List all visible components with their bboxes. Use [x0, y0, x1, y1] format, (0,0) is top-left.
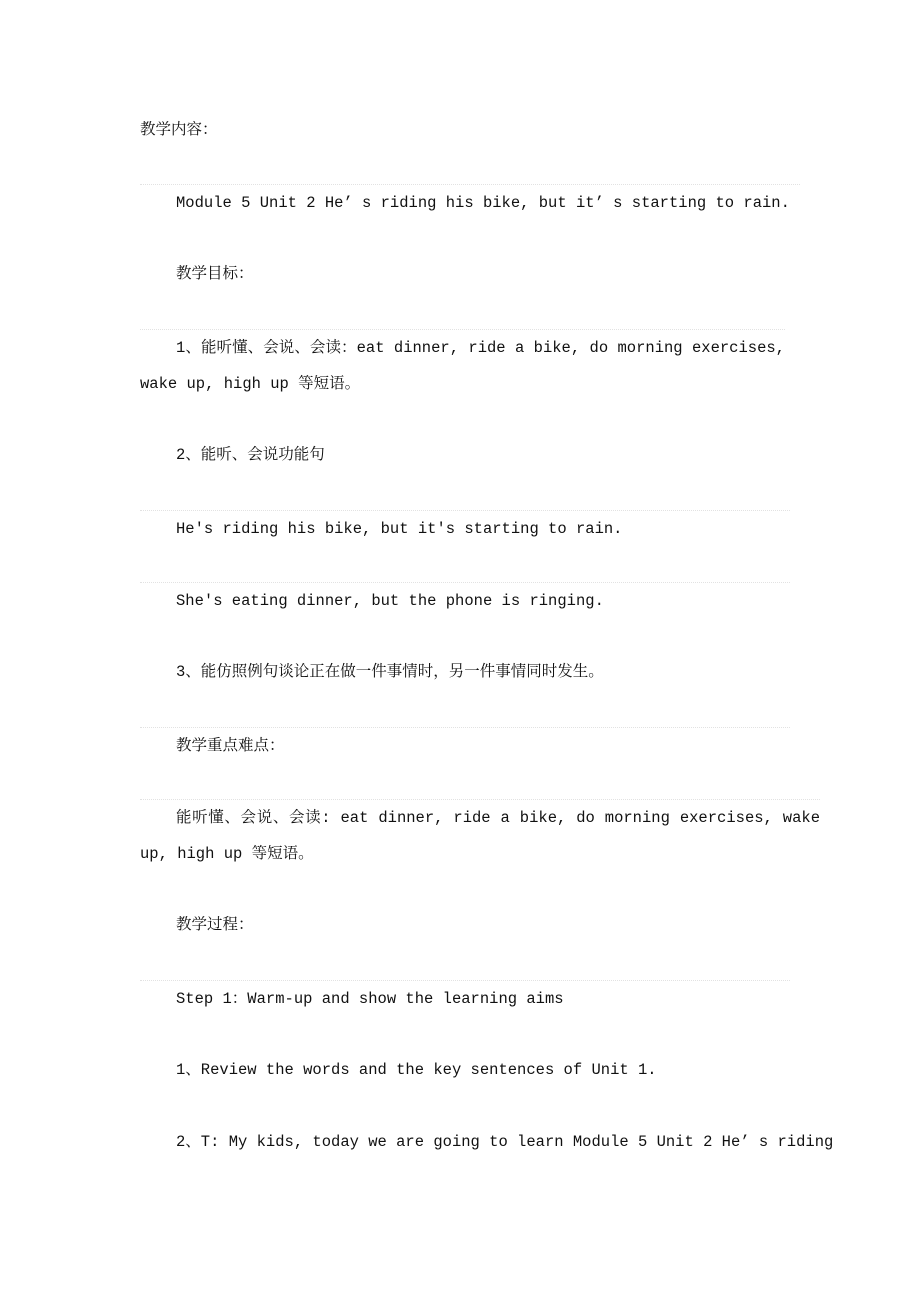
heading-teaching-goals: 教学目标： [176, 265, 254, 283]
goal-2: 2、能听、会说功能句 [176, 446, 325, 464]
heading-teaching-content: 教学内容： [140, 121, 218, 139]
heading-teaching-process: 教学过程： [176, 916, 254, 934]
key-points-text: 能听懂、会说、会读: eat dinner, ride a bike, do morning exercises, wake up, high up 等短语。 [140, 799, 820, 872]
sentence-1: He's riding his bike, but it's starting to rain. [140, 510, 790, 547]
step-1-item-1: 1、Review the words and the key sentences of Unit 1. [176, 1061, 657, 1079]
lesson-title: Module 5 Unit 2 He’ s riding his bike, but it’ s starting to rain. [140, 184, 800, 221]
heading-key-points: 教学重点难点： [140, 727, 790, 764]
sentence-2: She's eating dinner, but the phone is ringing. [140, 582, 790, 619]
step-1: Step 1：Warm-up and show the learning aims [140, 980, 790, 1017]
step-1-item-2: 2、T: My kids, today we are going to learn Module 5 Unit 2 He’ s riding [176, 1133, 834, 1151]
goal-1: 1、能听懂、会说、会读：eat dinner, ride a bike, do morning exercises, wake up, high up 等短语。 [140, 329, 785, 402]
goal-3: 3、能仿照例句谈论正在做一件事情时，另一件事情同时发生。 [176, 663, 604, 681]
